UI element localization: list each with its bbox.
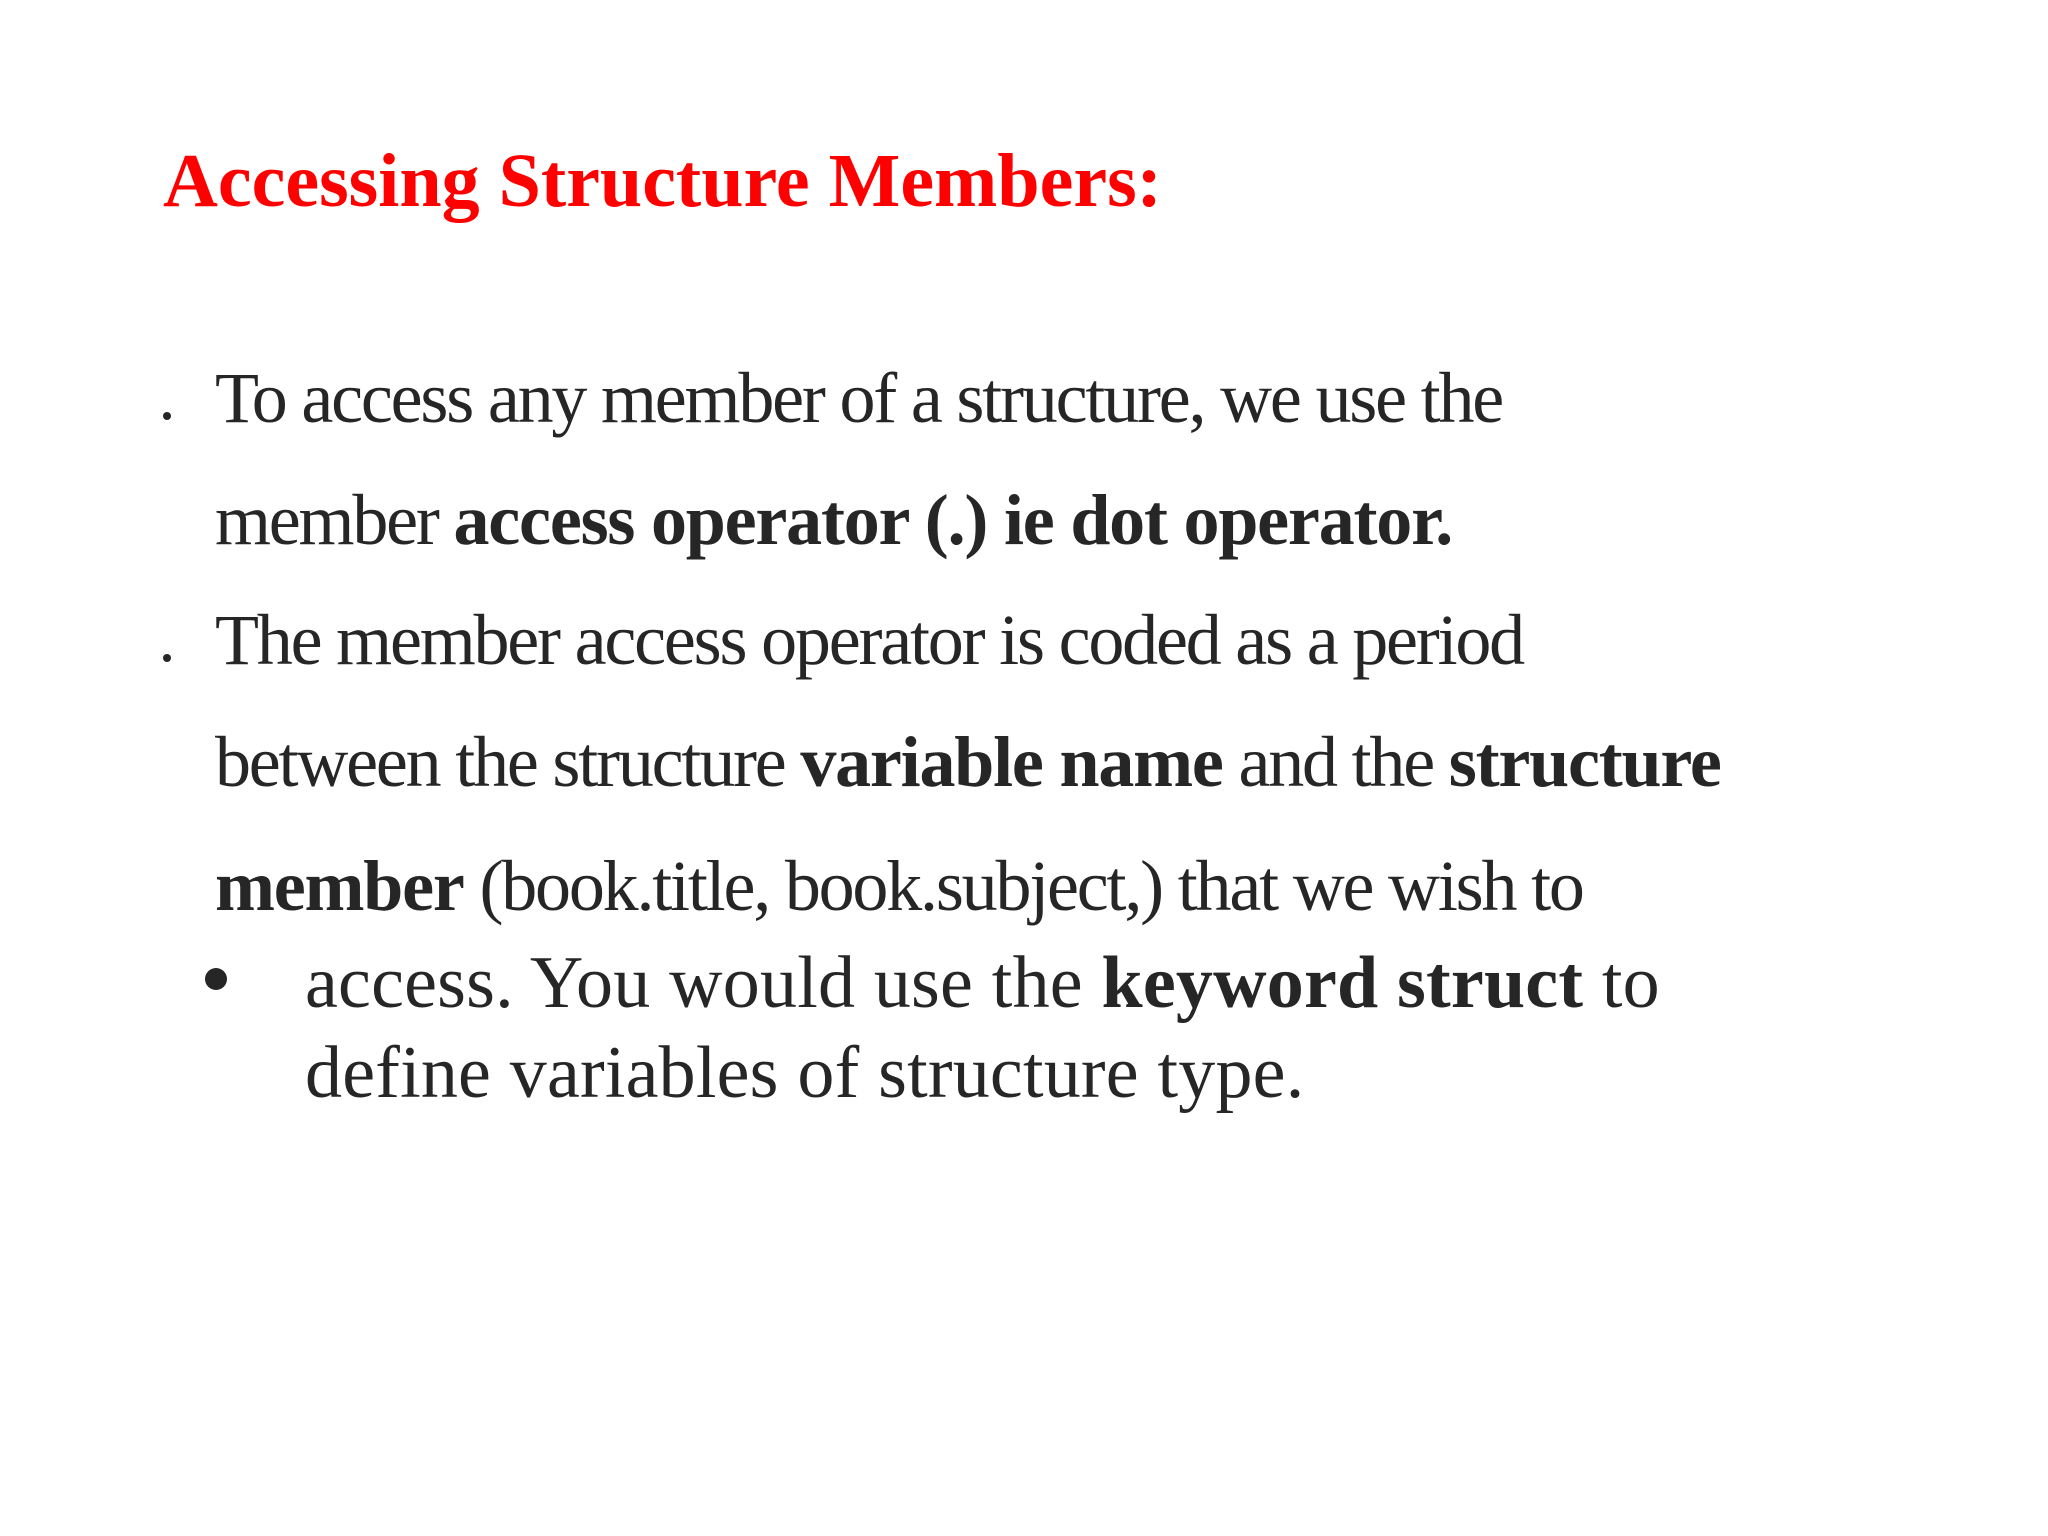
- bullet-1-line-1-text: To access any member of a structure, we use the: [215, 358, 1502, 438]
- bullet-1-line-2: [215, 480, 1453, 560]
- bullet-1-line-2-bold: access operator (.) ie dot operator.: [453, 480, 1453, 560]
- bullet-2-line-2-mid: and the: [1222, 722, 1449, 802]
- bullet-3-line-1-prefix: access. You would use the: [305, 942, 1102, 1024]
- bullet-3-line-1-suffix: to: [1583, 942, 1660, 1024]
- bullet-2-line-1: [215, 600, 1523, 680]
- bullet-dot-2: [163, 654, 171, 662]
- bullet-2-line-3: [215, 846, 1583, 926]
- bullet-dot-3: [205, 968, 227, 990]
- bullet-dot-1: [163, 412, 171, 420]
- bullet-3-line-2-text: define variables of structure type.: [305, 1032, 1305, 1114]
- bullet-2-line-1-text: The member access operator is coded as a period: [215, 600, 1523, 680]
- bullet-2-line-2: [215, 722, 1721, 802]
- bullet-2-line-3-bold: member: [215, 846, 464, 926]
- bullet-1-line-2-prefix: member: [215, 480, 454, 560]
- bullet-3-line-1: [305, 942, 1660, 1024]
- bullet-2-line-2-prefix: between the structure: [215, 722, 801, 802]
- bullet-3-line-1-bold: keyword struct: [1101, 942, 1584, 1024]
- slide-title: Accessing Structure Members:: [163, 139, 1162, 223]
- bullet-2-line-2-bold-2: structure: [1448, 722, 1721, 802]
- bullet-3-line-2: [305, 1032, 1305, 1114]
- bullet-2-line-2-bold-1: variable name: [800, 722, 1223, 802]
- bullet-2-line-3-suffix: (book.title, book.subject,) that we wish to: [463, 846, 1583, 926]
- bullet-1-line-1: [215, 358, 1502, 438]
